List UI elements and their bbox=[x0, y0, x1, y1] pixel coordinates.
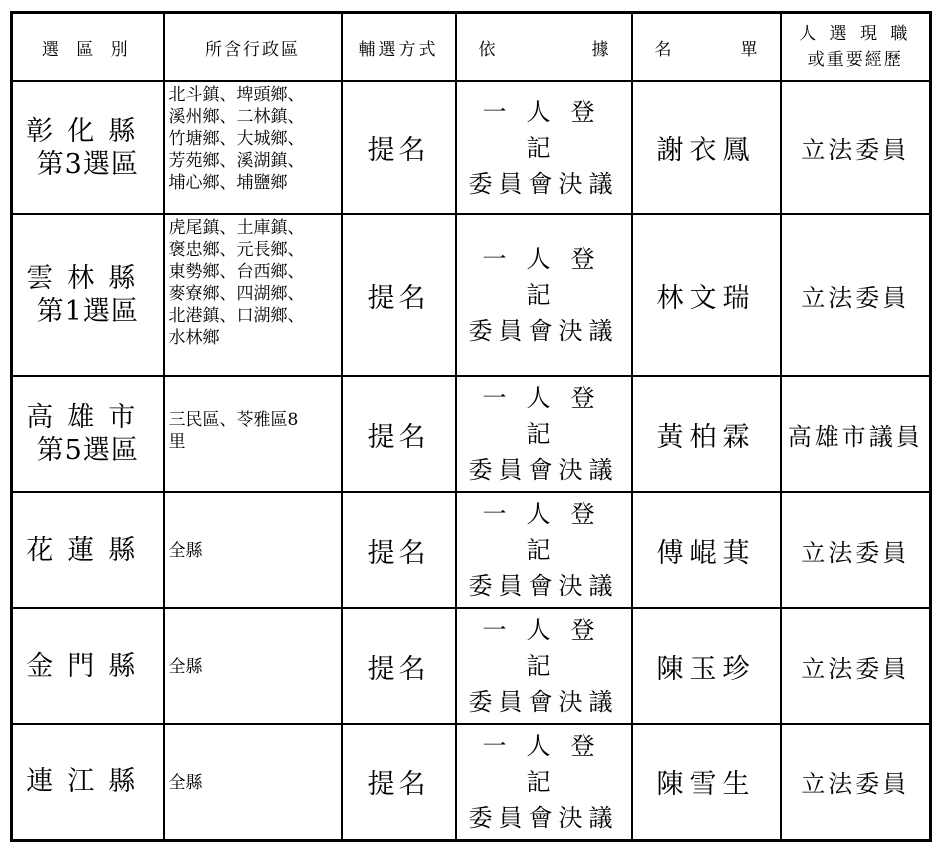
header-areas: 所含行政區 bbox=[164, 13, 342, 82]
district-cell bbox=[12, 376, 164, 492]
basis-line2: 委員會決議 bbox=[468, 688, 619, 716]
candidate-name: 林文瑞 bbox=[632, 214, 781, 376]
header-basis: 依 據 bbox=[456, 13, 632, 82]
basis-line1: 一人登記 bbox=[482, 731, 615, 796]
candidate-name: 陳雪生 bbox=[632, 724, 781, 840]
candidate-name: 陳玉珍 bbox=[632, 608, 781, 724]
nomination-table bbox=[10, 11, 932, 842]
method-cell: 提名 bbox=[342, 492, 456, 608]
district-name: 連江縣 bbox=[26, 766, 150, 798]
district-cell bbox=[12, 492, 164, 608]
area-line: 溪州鄉、二林鎮、 bbox=[168, 107, 305, 127]
area-line: 東勢鄉、台西鄉、 bbox=[168, 262, 305, 282]
district-cell bbox=[12, 724, 164, 840]
method-cell: 提名 bbox=[342, 724, 456, 840]
experience-cell: 立法委員 bbox=[781, 724, 931, 840]
basis-line1: 一人登記 bbox=[482, 500, 615, 564]
areas-cell bbox=[164, 492, 342, 608]
area-line: 全縣 bbox=[168, 541, 203, 561]
area-line: 三民區、苓雅區8 bbox=[168, 410, 299, 430]
basis-line2: 委員會決議 bbox=[468, 317, 619, 345]
district-number: 第3選區 bbox=[36, 148, 139, 180]
method-cell: 提名 bbox=[342, 608, 456, 724]
experience-cell: 高雄市議員 bbox=[781, 376, 931, 492]
area-line: 北港鎮、口湖鄉、 bbox=[168, 306, 305, 326]
area-line: 芳苑鄉、溪湖鎮、 bbox=[168, 151, 305, 171]
district-name: 彰化縣 bbox=[26, 115, 150, 147]
district-cell bbox=[12, 81, 164, 214]
basis-cell bbox=[456, 492, 632, 608]
method-cell: 提名 bbox=[342, 376, 456, 492]
basis-cell bbox=[456, 724, 632, 840]
table-row bbox=[12, 724, 931, 840]
method-cell: 提名 bbox=[342, 81, 456, 214]
experience-cell: 立法委員 bbox=[781, 608, 931, 724]
experience-cell: 立法委員 bbox=[781, 214, 931, 376]
area-line: 埔心鄉、埔鹽鄉 bbox=[168, 173, 288, 193]
table-row bbox=[12, 214, 931, 376]
candidate-name: 傅崐萁 bbox=[632, 492, 781, 608]
district-number: 第1選區 bbox=[36, 296, 139, 327]
areas-cell bbox=[164, 608, 342, 724]
areas-cell bbox=[164, 376, 342, 492]
areas-cell bbox=[164, 724, 342, 840]
district-cell bbox=[12, 608, 164, 724]
basis-cell bbox=[456, 376, 632, 492]
district-name: 雲林縣 bbox=[26, 263, 150, 294]
basis-line1: 一人登記 bbox=[482, 245, 615, 309]
basis-cell bbox=[456, 214, 632, 376]
table-row bbox=[12, 376, 931, 492]
experience-cell: 立法委員 bbox=[781, 81, 931, 214]
area-line: 水林鄉 bbox=[168, 328, 220, 348]
header-district: 選 區 別 bbox=[12, 13, 164, 82]
district-name: 高雄市 bbox=[26, 402, 150, 433]
basis-line1: 一人登記 bbox=[482, 384, 615, 448]
method-cell: 提名 bbox=[342, 214, 456, 376]
area-line: 虎尾鎮、土庫鎮、 bbox=[168, 218, 305, 238]
candidate-name: 謝衣鳳 bbox=[632, 81, 781, 214]
areas-cell bbox=[164, 81, 342, 214]
areas-cell bbox=[164, 214, 342, 376]
header-row bbox=[12, 13, 931, 82]
basis-line1: 一人登記 bbox=[482, 616, 615, 680]
district-number: 第5選區 bbox=[36, 435, 139, 466]
basis-line2: 委員會決議 bbox=[468, 456, 619, 484]
area-line: 里 bbox=[168, 432, 186, 452]
area-line: 竹塘鄉、大城鄉、 bbox=[168, 129, 305, 149]
basis-cell bbox=[456, 608, 632, 724]
basis-line2: 委員會決議 bbox=[468, 572, 619, 600]
area-line: 麥寮鄉、四湖鄉、 bbox=[168, 284, 305, 304]
area-line: 全縣 bbox=[168, 657, 203, 677]
area-line: 北斗鎮、埤頭鄉、 bbox=[168, 85, 305, 105]
candidate-name: 黃柏霖 bbox=[632, 376, 781, 492]
basis-line2: 委員會決議 bbox=[468, 803, 619, 832]
header-experience: 人 選 現 職 或重要經歷 bbox=[781, 13, 931, 82]
basis-line2: 委員會決議 bbox=[468, 169, 619, 198]
experience-cell: 立法委員 bbox=[781, 492, 931, 608]
district-cell bbox=[12, 214, 164, 376]
basis-line1: 一人登記 bbox=[482, 97, 615, 162]
area-line: 全縣 bbox=[168, 772, 203, 793]
district-name: 花蓮縣 bbox=[26, 534, 150, 566]
table-row bbox=[12, 608, 931, 724]
table-row bbox=[12, 81, 931, 214]
area-line: 褒忠鄉、元長鄉、 bbox=[168, 240, 305, 260]
header-method: 輔選方式 bbox=[342, 13, 456, 82]
header-name: 名 單 bbox=[632, 13, 781, 82]
table-row bbox=[12, 492, 931, 608]
basis-cell bbox=[456, 81, 632, 214]
district-name: 金門縣 bbox=[26, 650, 150, 682]
